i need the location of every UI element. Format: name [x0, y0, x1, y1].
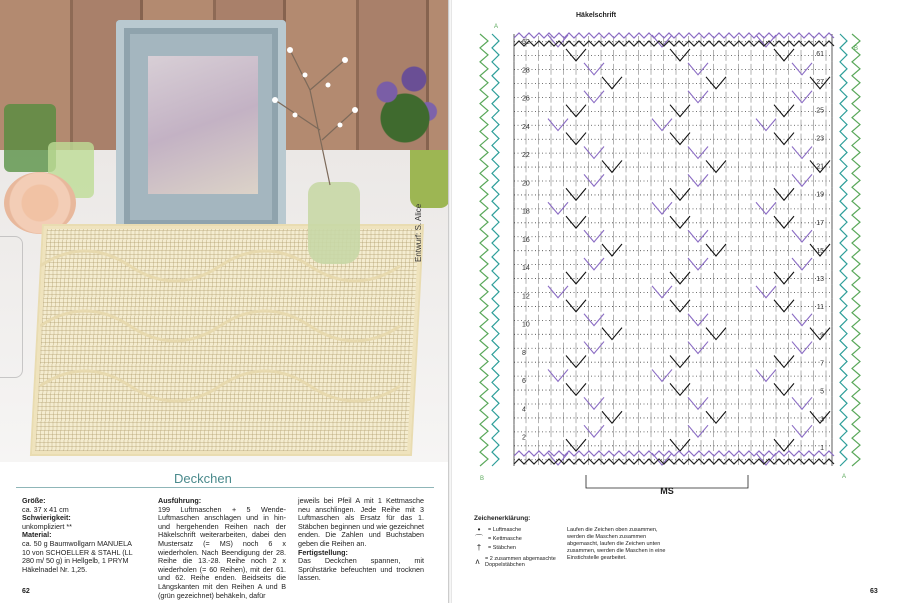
double-crochet-icon: † [476, 543, 482, 552]
row-label-right: 11 [816, 304, 824, 312]
cluster-mark [792, 230, 812, 242]
row-label-right: 27 [816, 79, 824, 87]
plant-pot [410, 150, 448, 208]
cluster-mark [706, 160, 726, 172]
cluster-mark [688, 397, 708, 409]
cluster-mark [670, 49, 690, 61]
edge-zigzag-left-inner [492, 34, 499, 466]
legend-item-chain [474, 526, 521, 534]
framed-picture [148, 56, 258, 194]
cluster-mark [652, 286, 672, 298]
crochet-chart [452, 20, 900, 500]
cluster-mark [670, 216, 690, 228]
wine-glass [0, 236, 23, 378]
cluster-mark [688, 258, 708, 270]
green-vase [308, 182, 360, 264]
cluster-mark [670, 383, 690, 395]
instructions-continued: jeweils bei Pfeil A mit 1 Kettmasche neu anschlingen. Jede Reihe mit 3 Luftmaschen als Ersatz für das 1. Stäbchen beginnen und wie gezeichnet enden. Die Zahlen und Buchstaben geben die Reihen an. [298, 496, 424, 548]
row-label-right: 25 [816, 107, 824, 115]
cluster-mark [706, 328, 726, 340]
cluster-mark [792, 425, 812, 437]
cluster-mark [756, 119, 776, 131]
cluster-mark [602, 411, 622, 423]
row-label-left: 28 [522, 67, 530, 75]
pattern-title: Deckchen [174, 471, 232, 486]
row-label-left: 20 [522, 180, 530, 188]
legend-note: Laufen die Zeichen oben zusammen, werden die Maschen zusammen abgemascht, laufen die Zeichen unten zusammen, werden die Maschen in eine Einstichstelle gearbeitet. [567, 527, 666, 561]
row-label-left: 12 [522, 293, 530, 301]
finishing-text: Das Deckchen spannen, mit Sprühstärke befeuchten und trocknen lassen. [298, 556, 424, 583]
cluster-mark [688, 230, 708, 242]
cluster-mark [670, 356, 690, 368]
cluster-mark [602, 244, 622, 256]
edge-zigzag-right-outer [852, 34, 860, 466]
row-label-left: 26 [522, 95, 530, 103]
page-number-right: 63 [870, 588, 878, 595]
cluster-mark [792, 342, 812, 354]
cluster-mark [688, 146, 708, 158]
cluster-mark [756, 369, 776, 381]
instructions-text: 199 Luftmaschen + 5 Wende-Luftmaschen anschlagen und in hin- und hergehenden Reihen nach der Häkelschrift weiterarbeiten, dabei den Mustersatz (= MS) noch 6 x wiederholen. Nach Beendigung der 28. Reihe die 13.-28. Reihe noch 2 x wiederholen (= 60 Reihen), mit der 61. und 62. Reihe enden. Beidseits die Längskanten mit den Reihen A und B (grün gezeichnet) behäkeln, dafür [158, 504, 286, 600]
cluster-mark [602, 328, 622, 340]
cluster-mark [706, 244, 726, 256]
cluster-mark [688, 425, 708, 437]
material-label: Material: [22, 530, 52, 540]
edge-letter: B [853, 46, 859, 52]
cluster-mark [688, 342, 708, 354]
cluster-mark [670, 272, 690, 284]
size-value: ca. 37 x 41 cm [22, 504, 69, 514]
cluster-mark [652, 202, 672, 214]
legend-item-tr2tog [474, 556, 564, 568]
legend-item-dc [474, 544, 516, 552]
legend-label: = Luftmasche [488, 527, 522, 533]
legend-label: = Stäbchen [488, 545, 516, 551]
row-label-right: 7 [820, 360, 824, 368]
cluster-mark [792, 258, 812, 270]
cluster-mark [792, 314, 812, 326]
row-label-left: 22 [522, 152, 530, 160]
row-label-right: 17 [816, 219, 824, 227]
row-label-right: 21 [816, 163, 824, 171]
cluster-mark [706, 77, 726, 89]
instructions-column [158, 497, 286, 600]
row-label-right: 61 [816, 51, 824, 58]
cluster-mark [652, 369, 672, 381]
cluster-mark [774, 356, 794, 368]
row-label-right: 9 [820, 332, 824, 340]
row-label-right: 1 [820, 444, 824, 452]
row-label-left: 16 [522, 236, 530, 244]
cluster-mark [670, 300, 690, 312]
ms-label: MS [660, 486, 674, 496]
size-label: Größe: [22, 496, 46, 505]
cluster-mark [792, 63, 812, 75]
cluster-mark [792, 91, 812, 103]
slip-stitch-icon: ⌒ [475, 534, 483, 543]
row-label-right: 23 [816, 135, 824, 143]
cluster-mark [670, 105, 690, 117]
row-label-right: 5 [820, 388, 824, 396]
edge-letter: B [479, 476, 485, 482]
cluster-mark [774, 272, 794, 284]
top-border-wave [514, 33, 834, 38]
treble-cluster-icon: ᴧ [475, 557, 480, 566]
row-label-right: 19 [816, 191, 824, 199]
cluster-mark [688, 91, 708, 103]
cluster-mark [792, 146, 812, 158]
edge-zigzag-left-outer [480, 34, 488, 466]
cluster-mark [670, 439, 690, 451]
legend-label: = Kettmasche [488, 536, 522, 542]
bottom-border-wave [514, 451, 834, 456]
cluster-mark [774, 439, 794, 451]
instructions-column-2 [298, 497, 424, 583]
cluster-mark [774, 216, 794, 228]
cluster-mark [652, 119, 672, 131]
cluster-mark [792, 397, 812, 409]
row-label-left: 24 [522, 123, 530, 131]
title-divider [16, 487, 434, 488]
row-label-right: 3 [820, 416, 824, 424]
row-label-left: 8 [522, 349, 526, 357]
cluster-mark [688, 63, 708, 75]
difficulty-label: Schwierigkeit: [22, 513, 71, 523]
right-page [452, 0, 900, 603]
chart-title: Häkelschrift [576, 12, 617, 19]
rose [4, 172, 76, 234]
difficulty-value: unkompliziert ** [22, 521, 72, 531]
cluster-mark [706, 411, 726, 423]
cluster-mark [688, 174, 708, 186]
legend-item-slip [474, 535, 522, 543]
cluster-mark [670, 188, 690, 200]
left-page [0, 0, 448, 603]
row-label-left: 62 [522, 39, 530, 46]
cluster-mark [756, 202, 776, 214]
legend-label: = 2 zusammen abgemaschte Doppelstäbchen [485, 556, 556, 568]
row-label-left: 6 [522, 378, 526, 386]
edge-letter: A [493, 24, 499, 30]
finishing-label: Fertigstellung: [298, 547, 348, 557]
row-label-left: 4 [522, 406, 526, 414]
photo-credit: Entwurf: S. Alice [414, 203, 423, 262]
cluster-mark [774, 300, 794, 312]
cluster-mark [774, 49, 794, 61]
row-label-left: 2 [522, 434, 526, 442]
row-label-right: 13 [816, 276, 824, 284]
cluster-mark [756, 286, 776, 298]
edge-letter: A [841, 474, 847, 480]
cluster-mark [774, 188, 794, 200]
row-label-right: 15 [816, 247, 824, 255]
row-label-left: 18 [522, 208, 530, 216]
cluster-mark [774, 383, 794, 395]
edge-zigzag-right-inner [840, 34, 847, 466]
legend-title: Zeichenerklärung: [474, 515, 531, 522]
product-photo [0, 0, 448, 462]
specs-column [22, 497, 140, 574]
cluster-mark [774, 133, 794, 145]
page-number-left: 62 [22, 588, 30, 595]
cluster-mark [670, 133, 690, 145]
blossom-branches [250, 30, 370, 190]
material-value: ca. 50 g Baumwollgarn MANUELA 10 von SCHOELLER & STAHL (LL 280 m/ 50 g) in Hellgelb, 1 PRYM Häkelnadel Nr. 1,25. [22, 538, 133, 574]
cluster-mark [792, 174, 812, 186]
row-label-left: 10 [522, 321, 530, 329]
cluster-mark [774, 105, 794, 117]
cluster-mark [602, 77, 622, 89]
row-label-left: 14 [522, 265, 530, 273]
cluster-mark [688, 314, 708, 326]
instructions-label: Ausführung: [158, 496, 202, 505]
cluster-mark [602, 160, 622, 172]
chain-stitch-icon: • [477, 525, 481, 534]
